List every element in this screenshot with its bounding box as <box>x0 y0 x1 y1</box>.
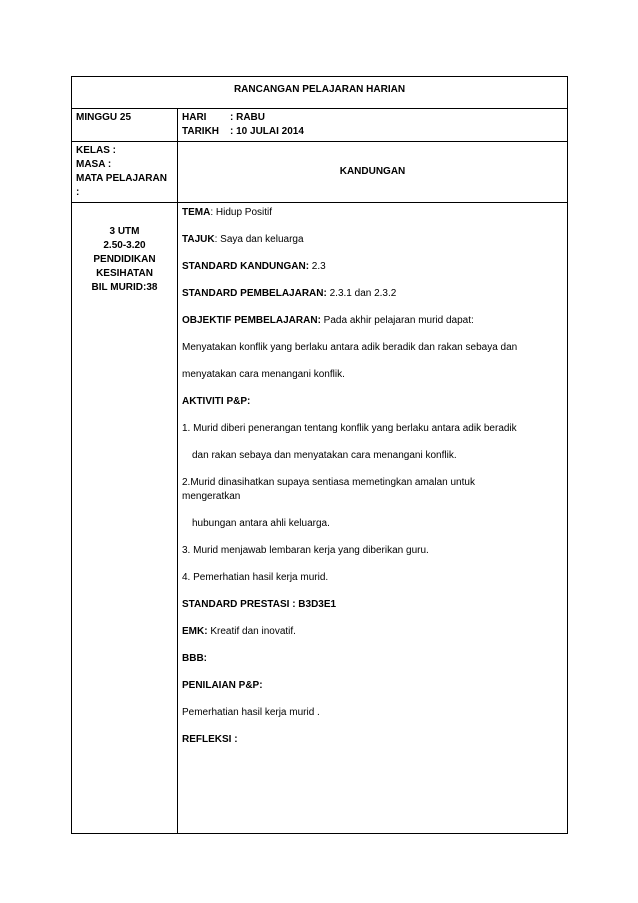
subject-line-2: KESIHATAN <box>96 268 153 279</box>
hari-value: : RABU <box>230 112 265 123</box>
kandungan-heading: KANDUNGAN <box>178 142 568 203</box>
lesson-plan-table <box>71 76 568 834</box>
tajuk-line <box>182 233 563 260</box>
objektif-line <box>182 314 563 341</box>
objektif-label: OBJEKTIF PEMBELAJARAN: <box>182 315 321 326</box>
aktiviti-2a: 2.Murid dinasihatkan supaya sentiasa memetingkan amalan untuk <box>182 477 475 488</box>
aktiviti-2b: mengeratkan <box>182 491 241 502</box>
minggu-row <box>72 109 568 142</box>
emk-label: EMK: <box>182 626 208 637</box>
content-row <box>72 203 568 834</box>
emk-line <box>182 625 563 652</box>
class-time: 2.50-3.20 <box>103 240 146 251</box>
aktiviti-1b: dan rakan sebaya dan menyatakan cara menangani konflik. <box>192 450 457 461</box>
penilaian-value: Pemerhatian hasil kerja murid . <box>182 707 320 718</box>
tarikh-line <box>182 125 563 139</box>
bbb-label: BBB: <box>182 653 207 664</box>
minggu-cell: MINGGU 25 <box>72 109 178 142</box>
tarikh-value: : 10 JULAI 2014 <box>230 126 304 137</box>
class-name: 3 UTM <box>109 226 140 237</box>
student-count: BIL MURID:38 <box>91 282 158 293</box>
sp-label: STANDARD PEMBELAJARAN: <box>182 288 327 299</box>
refleksi-label: REFLEKSI : <box>182 734 238 745</box>
hari-label: HARI <box>182 112 207 123</box>
content-cell <box>178 203 568 834</box>
class-info-cell <box>72 203 178 834</box>
kelas-labels-cell <box>72 142 178 203</box>
tajuk-value: : Saya dan keluarga <box>214 234 304 245</box>
title-row <box>72 77 568 109</box>
tajuk-label: TAJUK <box>182 234 215 245</box>
aktiviti-3: 3. Murid menjawab lembaran kerja yang diberikan guru. <box>182 545 429 556</box>
objektif-text-2: menyatakan cara menangani konflik. <box>182 369 345 380</box>
emk-value: Kreatif dan inovatif. <box>207 626 296 637</box>
mata-pelajaran-label: MATA PELAJARAN : <box>76 173 167 198</box>
prestasi-label: STANDARD PRESTASI : B3D3E1 <box>182 599 337 610</box>
hari-tarikh-cell <box>178 109 568 142</box>
sp-value: 2.3.1 dan 2.3.2 <box>326 288 397 299</box>
objektif-text-1: Menyatakan konflik yang berlaku antara adik beradik dan rakan sebaya dan <box>182 342 518 353</box>
tema-label: TEMA <box>182 207 211 218</box>
masa-label: MASA : <box>76 159 112 170</box>
page-title: RANCANGAN PELAJARAN HARIAN <box>72 77 568 109</box>
kelas-label: KELAS : <box>76 145 116 156</box>
sp-line <box>182 287 563 314</box>
hari-line <box>182 111 563 125</box>
tema-line <box>182 206 563 233</box>
sk-value: 2.3 <box>309 261 326 272</box>
aktiviti-4: 4. Pemerhatian hasil kerja murid. <box>182 572 329 583</box>
subject-line-1: PENDIDIKAN <box>93 254 156 265</box>
kelas-row <box>72 142 568 203</box>
aktiviti-1a: 1. Murid diberi penerangan tentang konflik yang berlaku antara adik beradik <box>182 423 517 434</box>
aktiviti-2c: hubungan antara ahli keluarga. <box>192 518 330 529</box>
penilaian-label: PENILAIAN P&P: <box>182 680 263 691</box>
tarikh-label: TARIKH <box>182 126 220 137</box>
sk-label: STANDARD KANDUNGAN: <box>182 261 310 272</box>
objektif-value: Pada akhir pelajaran murid dapat: <box>320 315 474 326</box>
aktiviti-label: AKTIVITI P&P: <box>182 396 251 407</box>
sk-line <box>182 260 563 287</box>
tema-value: : Hidup Positif <box>210 207 273 218</box>
